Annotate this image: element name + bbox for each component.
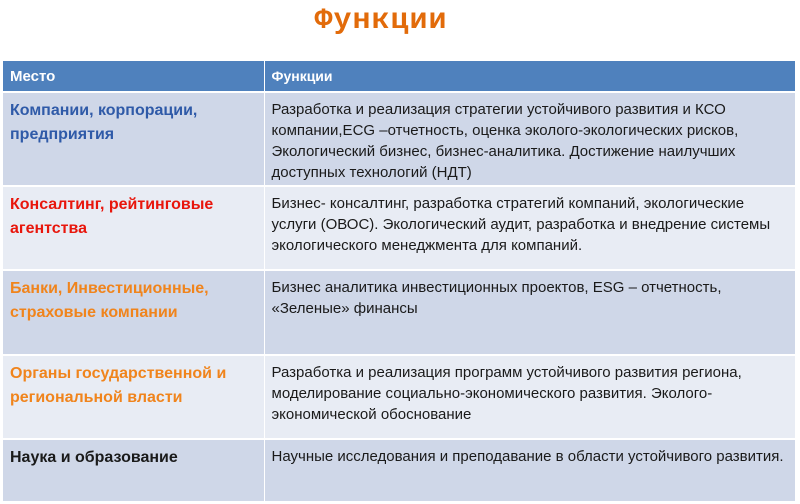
place-cell: Наука и образование bbox=[3, 439, 264, 501]
table-row bbox=[3, 439, 795, 501]
place-cell: Банки, Инвестиционные, страховые компании bbox=[3, 270, 264, 355]
table-row bbox=[3, 270, 795, 355]
place-cell: Консалтинг, рейтинговые агентства bbox=[3, 186, 264, 271]
functions-table bbox=[3, 61, 795, 501]
table-row bbox=[3, 92, 795, 186]
table-row bbox=[3, 186, 795, 271]
functions-cell: Научные исследования и преподавание в области устойчивого развития. bbox=[264, 439, 795, 501]
header-functions: Функции bbox=[264, 61, 795, 92]
slide-title: Функции bbox=[314, 4, 448, 38]
functions-cell: Разработка и реализация программ устойчивого развития региона, моделирование социально-экономического развития. Эколого-экономической обоснование bbox=[264, 355, 795, 439]
table-row bbox=[3, 355, 795, 439]
place-cell: Компании, корпорации, предприятия bbox=[3, 92, 264, 186]
functions-cell: Разработка и реализация стратегии устойчивого развития и КСО компании,ECG –отчетность, оценка эколого-экологических рисков, Экологический бизнес, бизнес-аналитика. Достижение наилучших доступных технологий (НДТ) bbox=[264, 92, 795, 186]
table-header-row bbox=[3, 61, 795, 92]
functions-cell: Бизнес- консалтинг, разработка стратегий компаний, экологические услуги (ОВОС). Экологический аудит, разработка и внедрение системы экологического менеджмента для компаний. bbox=[264, 186, 795, 271]
header-place: Место bbox=[3, 61, 264, 92]
place-cell: Органы государственной и региональной власти bbox=[3, 355, 264, 439]
functions-cell: Бизнес аналитика инвестиционных проектов, ESG – отчетность, «Зеленые» финансы bbox=[264, 270, 795, 355]
